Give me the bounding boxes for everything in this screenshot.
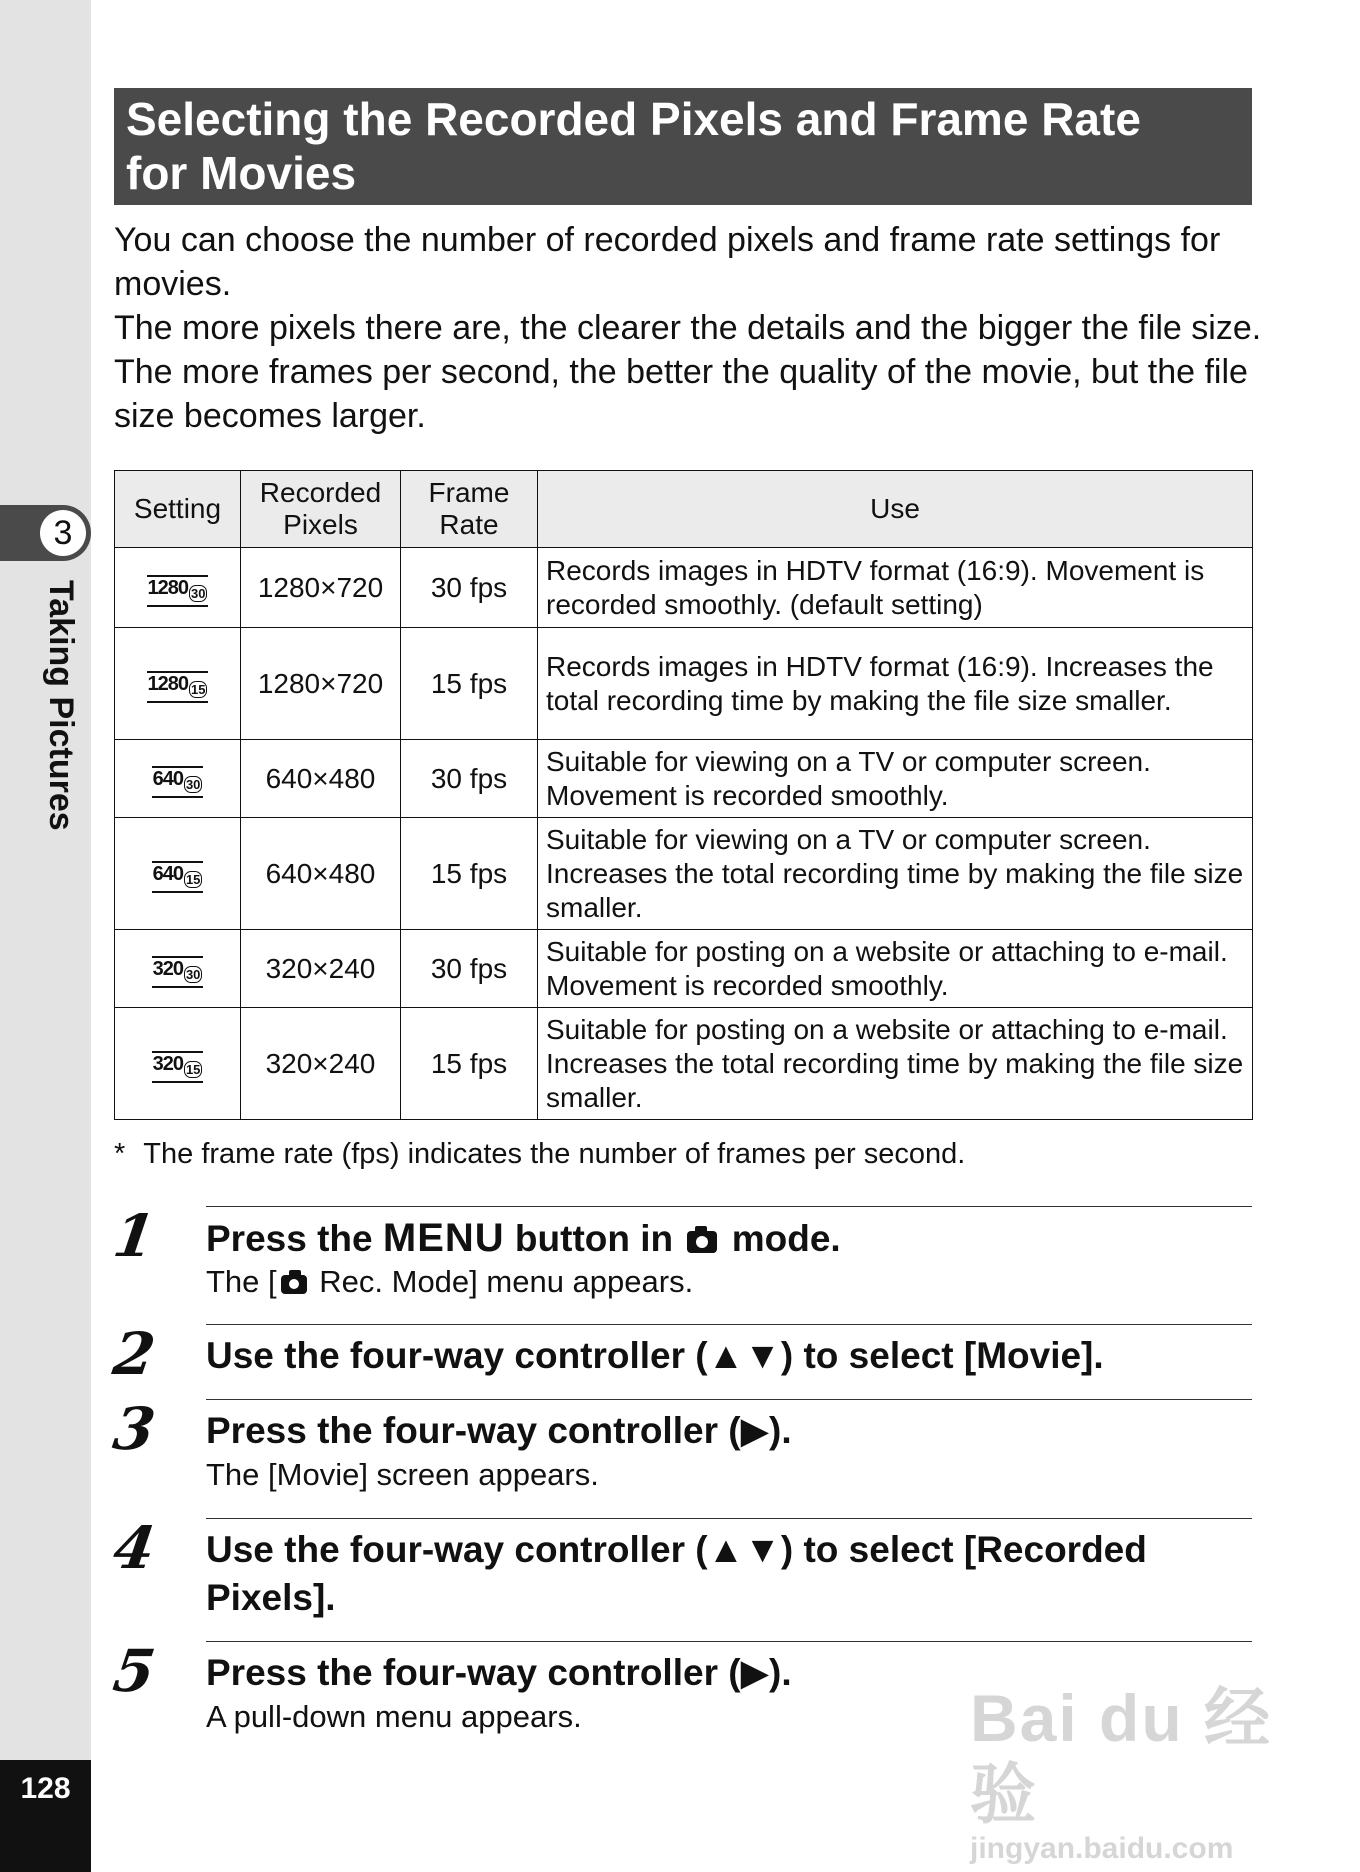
rate-cell: 30 fps [401,740,538,818]
camera-mode-icon [281,1275,307,1294]
use-cell: Suitable for viewing on a TV or computer screen. Movement is recorded smoothly. [538,740,1253,818]
chapter-number: 3 [40,510,86,556]
footnote [114,1138,965,1171]
setting-cell [115,740,241,818]
step-divider [206,1206,1252,1207]
step-description: A pull-down menu appears. [206,1699,582,1734]
rate-cell: 30 fps [401,930,538,1008]
use-cell: Suitable for posting on a website or attaching to e-mail. Movement is recorded smoothly. [538,930,1253,1008]
pixels-cell: 320×240 [241,930,401,1008]
movie-640-15-icon: 640 $_{15}$ [152,861,204,893]
setting-cell [115,930,241,1008]
use-cell: Suitable for viewing on a TV or computer screen. Increases the total recording time by making the file size smaller. [538,818,1253,930]
rate-cell: 30 fps [401,548,538,628]
step-divider [206,1399,1252,1400]
section-title-line1: Selecting the Recorded Pixels and Frame Rate [126,93,1141,145]
pixels-cell: 320×240 [241,1008,401,1120]
step-number: 5 [109,1637,160,1705]
watermark-logo: Bai du 经验 [970,1681,1273,1831]
step-description: The [Movie] screen appears. [206,1457,599,1492]
step-title: Press the MENU button in mode. [206,1216,841,1260]
section-title [126,92,1240,200]
step-number: 4 [109,1514,160,1582]
menu-button-label: MENU [382,1216,505,1260]
intro-text [114,218,1264,438]
step-divider [206,1641,1252,1642]
header-recorded-pixels: Recorded Pixels [241,471,401,548]
settings-table [114,470,1253,1120]
footnote-text: The frame rate (fps) indicates the number of frames per second. [143,1138,966,1170]
step-number: 2 [109,1320,160,1388]
rate-cell: 15 fps [401,1008,538,1120]
setting-cell [115,1008,241,1120]
use-cell: Suitable for posting on a website or attaching to e-mail. Increases the total recording time by making the file size smaller. [538,1008,1253,1120]
step-divider [206,1324,1252,1325]
pixels-cell: 640×480 [241,818,401,930]
step-title: Use the four-way controller (▲▼) to select [Recorded Pixels]. [206,1529,1147,1618]
step-description: The [ Rec. Mode] menu appears. [206,1264,694,1299]
movie-320-15-icon: 320 $_{15}$ [152,1051,204,1083]
step-divider [206,1518,1252,1519]
movie-640-30-icon: 640 $_{30}$ [152,766,204,798]
table-row [115,818,1253,930]
step-title: Press the four-way controller (▶). [206,1410,792,1451]
pixels-cell: 1280×720 [241,548,401,628]
step-number: 3 [109,1395,160,1463]
chapter-title: Taking Pictures [42,580,80,831]
watermark-url: jingyan.baidu.com [970,1832,1234,1865]
section-title-line2: for Movies [126,147,357,199]
page-number: 128 [20,1772,71,1805]
use-cell: Records images in HDTV format (16:9). Increases the total recording time by making the file size smaller. [538,628,1253,740]
setting-cell [115,818,241,930]
intro-paragraph-2: The more pixels there are, the clearer the details and the bigger the file size. The more frames per second, the better the quality of the movie, but the file size becomes larger. [114,309,1262,435]
section-header [114,88,1252,205]
intro-paragraph-1: You can choose the number of recorded pixels and frame rate settings for movies. [114,221,1221,303]
header-setting: Setting [115,471,241,548]
use-cell: Records images in HDTV format (16:9). Movement is recorded smoothly. (default setting) [538,548,1253,628]
movie-320-30-icon: 320 $_{30}$ [152,956,204,988]
footnote-mark: * [114,1138,126,1170]
setting-cell [115,548,241,628]
table-header-row [115,471,1253,548]
table-row [115,1008,1253,1120]
header-use: Use [538,471,1253,548]
table-row [115,628,1253,740]
header-frame-rate: Frame Rate [401,471,538,548]
table-row [115,930,1253,1008]
step-number: 1 [109,1202,160,1270]
camera-mode-icon [687,1231,717,1253]
movie-1280-30-icon: 1280 $_{30}$ [147,575,209,607]
rate-cell: 15 fps [401,818,538,930]
table-row [115,740,1253,818]
rate-cell: 15 fps [401,628,538,740]
chapter-sidebar [0,0,91,1872]
pixels-cell: 1280×720 [241,628,401,740]
baidu-watermark [970,1680,1290,1865]
step-title: Press the four-way controller (▶). [206,1652,792,1693]
setting-cell [115,628,241,740]
pixels-cell: 640×480 [241,740,401,818]
table-row [115,548,1253,628]
movie-1280-15-icon: 1280 $_{15}$ [147,671,209,703]
step-title: Use the four-way controller (▲▼) to select [Movie]. [206,1335,1104,1376]
